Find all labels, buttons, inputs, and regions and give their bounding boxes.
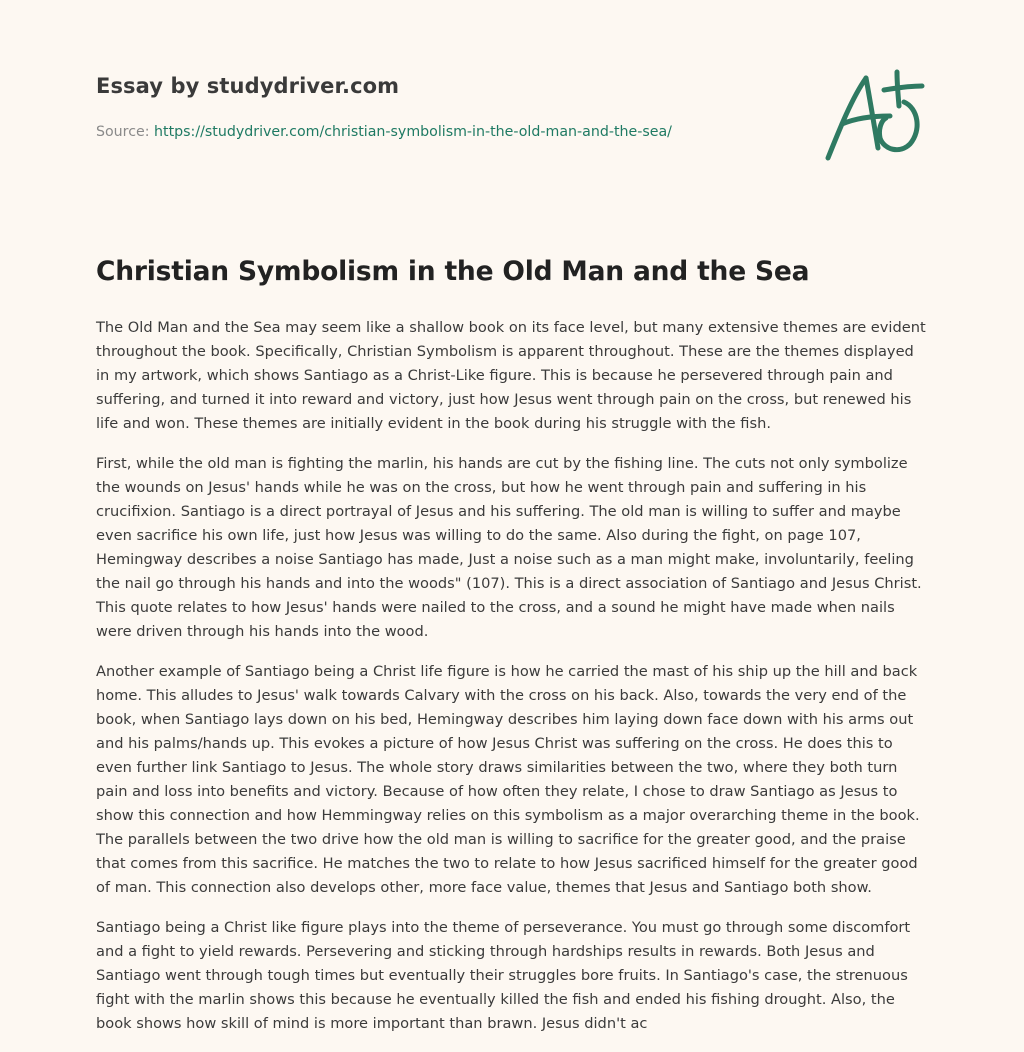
brand-title: Essay by studydriver.com: [96, 74, 400, 98]
essay-paragraph: Another example of Santiago being a Christ life figure is how he carried the mast of his ship up the hill and back home. This alludes to Jesus' walk towards Calvary with the cross on his back. Also, towards the very end of the book, when Santiago lays down on his bed, Hemingway describes him laying down face down with his arms out and his palms/hands up. This evokes a picture of how Jesus Christ was suffering on the cross. He does this to even further link Santiago to Jesus. The whole story draws similarities between the two, where they both turn pain and loss into benefits and victory. Because of how often they relate, I chose to draw Santiago as Jesus to show this connection and how Hemmingway relies on this symbolism as a major overarching theme in the book. The parallels between the two drive how the old man is willing to sacrifice for the greater good, and the praise that comes from this sacrifice. He matches the two to relate to how Jesus sacrificed himself for the greater good of man. This connection also develops other, more face value, themes that Jesus and Santiago both show.: [96, 663, 920, 896]
essay-paragraph: The Old Man and the Sea may seem like a shallow book on its face level, but many extensive themes are evident throughout the book. Specifically, Christian Symbolism is apparent throughout. These are the themes displayed in my artwork, which shows Santiago as a Christ-Like figure. This is because he persevered through pain and suffering, and turned it into reward and victory, just how Jesus went through pain on the cross, but renewed his life and won. These themes are initially evident in the book during his struggle with the fish.: [96, 319, 926, 432]
a-plus-logo-graphic: [820, 66, 930, 166]
logo-plus-horizontal: [884, 86, 922, 90]
source-label: Source:: [96, 124, 150, 140]
essay-paragraph: Santiago being a Christ like figure plays into the theme of perseverance. You must go through some discomfort and a fight to yield rewards. Persevering and sticking through hardships results in rewards. Both Jesus and Santiago went through tough times but eventually their struggles bore fruits. In Santiago's case, the strenuous fight with the marlin shows this because he eventually killed the fish and ended his fishing drought. Also, the book shows how skill of mind is more important than brawn. Jesus didn't ac: [96, 919, 911, 1032]
essay-paragraph: First, while the old man is fighting the marlin, his hands are cut by the fishing line. The cuts not only symbolize the wounds on Jesus' hands while he was on the cross, but how he went through pain and suffering in his crucifixion. Santiago is a direct portrayal of Jesus and his suffering. The old man is willing to suffer and maybe even sacrifice his own life, just how Jesus was willing to do the same. Also during the fight, on page 107, Hemingway describes a noise Santiago has made, Just a noise such as a man might make, involuntarily, feeling the nail go through his hands and into the woods" (107). This is a direct association of Santiago and Jesus Christ. This quote relates to how Jesus' hands were nailed to the cross, and a sound he might have made when nails were driven through his hands into the wood.: [96, 455, 922, 640]
logo-swirl: [879, 102, 917, 150]
a-plus-logo-icon: [820, 66, 930, 166]
site-header: [96, 74, 796, 98]
source-link[interactable]: https://studydriver.com/christian-symbolism-in-the-old-man-and-the-sea/: [154, 124, 672, 140]
essay-title: Christian Symbolism in the Old Man and the Sea: [96, 256, 810, 287]
logo-a-right-stroke: [866, 78, 878, 148]
source-line: [96, 124, 672, 140]
essay-body: [96, 316, 928, 1052]
